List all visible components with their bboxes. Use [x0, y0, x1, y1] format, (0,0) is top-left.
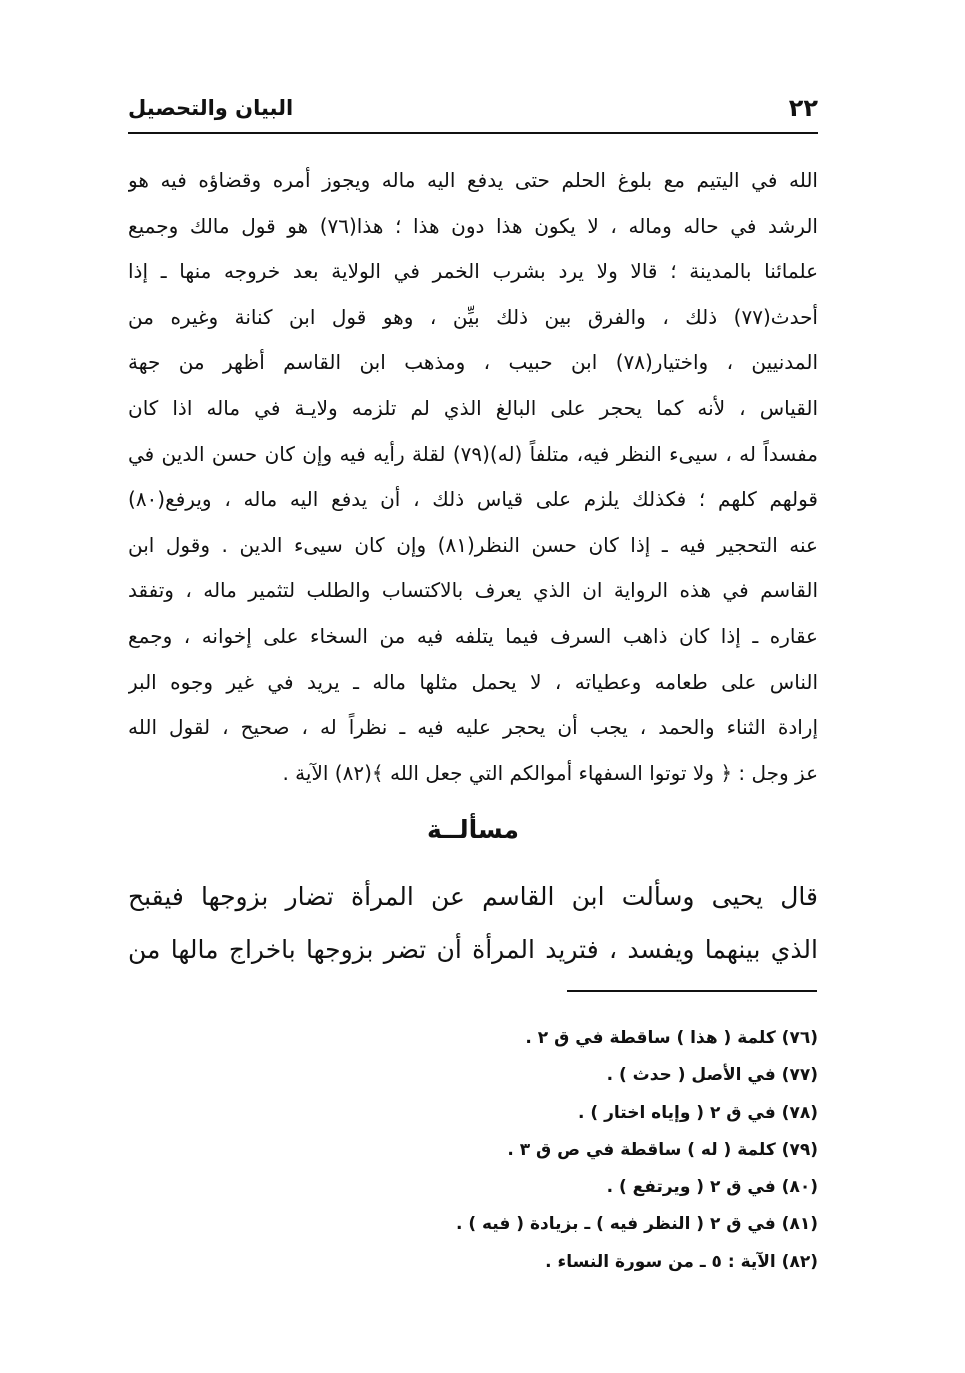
page-number: ٢٢ — [788, 94, 818, 122]
body-line: الرشد في حاله وماله ، لا يكون هذا دون هذا ؛ هذا(٧٦) هو قول مالك وجميع — [128, 213, 818, 238]
body-line: الناس على طعامه وعطياته ، لا يحمل مثلها ماله ـ يريد في غير وجوه البر — [128, 669, 818, 694]
footnote-item: (٨٢) الآية : ٥ ـ من سورة النساء . — [545, 1251, 818, 1272]
body-line: قولهم كلهم ؛ فكذلك يلزم على قياس ذلك ، أن يدفع اليه ماله ، ويرفع(٨٠) — [128, 487, 818, 512]
footnote-rule — [567, 990, 817, 992]
question-paragraph — [128, 870, 818, 976]
question-line: قال يحيى وسألت ابن القاسم عن المرأة تضار بزوجها فيقبح — [128, 882, 818, 911]
body-line: عقاره ـ إذا كان ذاهب السرف فيما يتلفه فيه من السخاء على إخوانه ، وجمع — [128, 623, 818, 648]
body-line: مفسداً له ، سيىء النظر فيه، متلفاً (له)(٧٩) لقلة رأيه فيه وإن كان حسن الدين في — [128, 441, 818, 466]
body-line: المدنيين ، واختيار(٧٨) ابن حبيب ، ومذهب ابن القاسم أظهر من جهة — [128, 350, 818, 375]
footnote-item: (٧٨) في ق ٢ ( وإياه اختار ) . — [578, 1102, 818, 1123]
running-head — [128, 88, 818, 128]
question-line: الذي بينهما ويفسد ، فتريد المرأة أن تضر بزوجها باخراج مالها من — [128, 935, 818, 964]
running-title: البيان والتحصيل — [128, 96, 294, 120]
body-line: عز وجل : ﴿ ولا توتوا السفهاء أموالكم التي جعل الله ﴾(٨٢) الآية . — [282, 760, 818, 785]
body-line: إرادة الثناء والحمد ، يجب أن يحجر عليه فيه ـ نظراً له ، صحيح ، لقول الله — [128, 715, 818, 740]
body-line: القياس ، لأنه كما يحجر على البالغ الذي لم تلزمه ولايـة في ماله اذا كان — [128, 395, 818, 420]
footnotes-list — [128, 1020, 818, 1281]
body-line: القاسم في هذه الرواية ان الذي يعرف بالاكتساب والطلب لتثمير ماله ، وتفقد — [128, 578, 818, 603]
header-rule — [128, 132, 818, 134]
footnote-item: (٧٩) كلمة ( له ) ساقطة في ص ق ٣ . — [507, 1139, 818, 1160]
body-paragraph — [128, 158, 818, 796]
footnote-item: (٧٦) كلمة ( هذا ) ساقطة في ق ٢ . — [525, 1028, 818, 1048]
section-heading: مسألــة — [427, 815, 519, 844]
footnote-item: (٧٧) في الأصل ( حدث ) . — [606, 1065, 818, 1086]
footnote-item: (٨٠) في ق ٢ ( ويرتفع ) . — [606, 1177, 818, 1198]
body-line: عنه التحجير فيه ـ إذا كان حسن النظر(٨١) وإن كان سيىء الدين . وقول ابن — [128, 532, 818, 557]
body-line: أحدث(٧٧) ذلك ، والفرق بين ذلك بيِّن ، وهو قول ابن كنانة وغيره من — [128, 304, 818, 329]
body-line: علمائنا بالمدينة ؛ قالا ولا يرد بشرب الخمر في الولاية بعد خروجه منها ـ إذا — [128, 259, 818, 284]
body-line: الله في اليتيم مع بلوغ الحلم حتى يدفع اليه ماله ويجوز أمره وقضاؤه فيه هو — [128, 168, 818, 192]
footnote-item: (٨١) في ق ٢ ( النظر فيه ) ـ بزيادة ( فيه ) . — [455, 1214, 818, 1235]
